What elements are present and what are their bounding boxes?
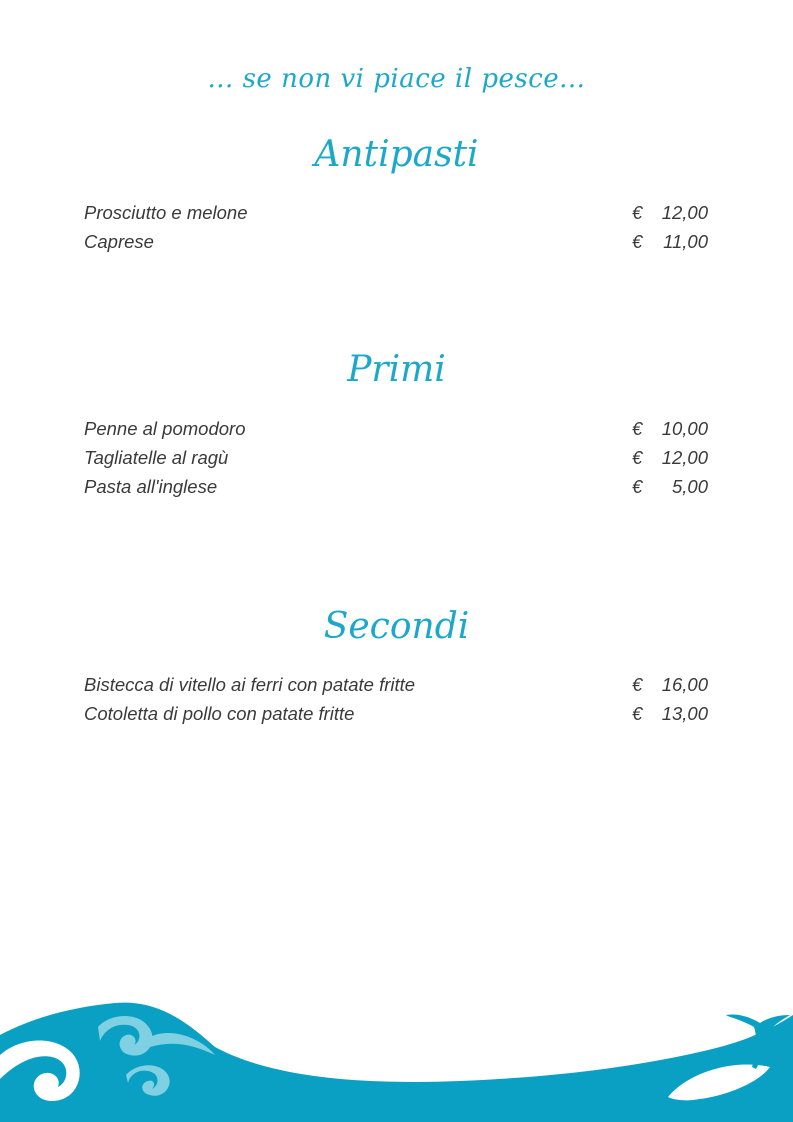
price-amount: 10,00 [661, 418, 708, 439]
section-title-antipasti: Antipasti [314, 134, 479, 175]
intro-tagline: ... se non vi piace il pesce... [207, 64, 586, 94]
item-name: Caprese [84, 231, 154, 252]
item-name: Prosciutto e melone [84, 202, 248, 223]
currency-symbol: € [632, 476, 643, 497]
section-items-antipasti [84, 198, 708, 256]
list-item [84, 414, 708, 443]
price-amount: 13,00 [661, 703, 708, 724]
price-amount: 16,00 [661, 674, 708, 695]
item-name: Bistecca di vitello ai ferri con patate fritte [84, 674, 416, 695]
price-amount: 11,00 [663, 231, 708, 252]
currency-symbol: € [632, 447, 643, 468]
currency-symbol: € [632, 202, 643, 223]
section-items-secondi [84, 670, 708, 728]
item-name: Penne al pomodoro [84, 418, 246, 439]
currency-symbol: € [632, 231, 643, 252]
currency-symbol: € [632, 703, 643, 724]
list-item [84, 443, 708, 472]
price-amount: 5,00 [671, 476, 708, 497]
item-name: Pasta all'inglese [84, 476, 218, 497]
wave-decoration-icon [0, 997, 793, 1122]
list-item [84, 198, 708, 227]
currency-symbol: € [632, 674, 643, 695]
price-amount: 12,00 [661, 447, 708, 468]
list-item [84, 472, 708, 501]
item-name: Tagliatelle al ragù [84, 447, 229, 468]
list-item [84, 670, 708, 699]
currency-symbol: € [632, 418, 643, 439]
section-title-secondi: Secondi [323, 606, 470, 647]
item-name: Cotoletta di pollo con patate fritte [84, 703, 355, 724]
list-item [84, 699, 708, 728]
price-amount: 12,00 [661, 202, 708, 223]
section-items-primi [84, 414, 708, 501]
list-item [84, 227, 708, 256]
section-title-primi: Primi [347, 349, 446, 390]
